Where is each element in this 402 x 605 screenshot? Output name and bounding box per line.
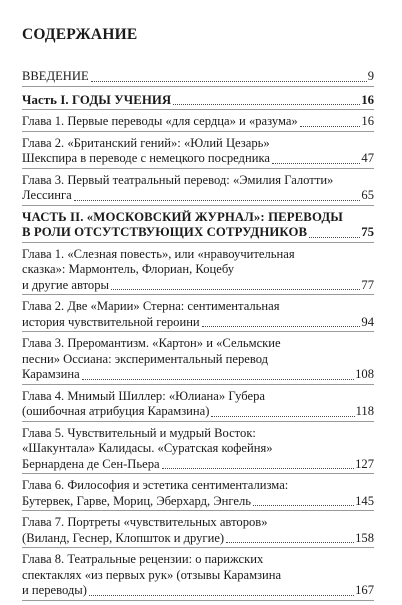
toc-entry-title-line: Глава 7. Портреты «чувствительных авторов» <box>22 515 268 529</box>
toc-entry-title-line: и другие авторы <box>22 277 109 292</box>
toc-page-number: 158 <box>355 530 374 545</box>
toc-entry-last-line <box>22 531 374 547</box>
toc-entry-title-line: (ошибочная атрибуция Карамзина) <box>22 404 210 418</box>
dot-leader <box>82 379 354 380</box>
toc-entry-title-line: спектаклях «из первых рук» (отзывы Карамзина <box>22 567 282 582</box>
toc-entry-title-line: Глава 3. Преромантизм. «Картон» и «Сельмские <box>22 336 281 350</box>
toc-entry-title-line: Глава 8. Театральные рецензии: о парижских <box>22 552 264 566</box>
toc-page-number: 145 <box>355 493 374 508</box>
toc-page-number: 9 <box>367 69 374 83</box>
toc-entry-title-line: Глава 2. «Британский гений»: «Юлий Цезарь» <box>22 135 270 150</box>
toc-page-number: 65 <box>361 188 374 202</box>
toc-page-number: 118 <box>355 404 374 418</box>
toc-entry-title-line: Глава 1. Первые переводы «для сердца» и «разума» <box>22 114 298 128</box>
dot-leader <box>211 416 354 417</box>
toc-page-number: 16 <box>361 92 374 107</box>
toc-chapter-entry <box>22 389 374 422</box>
toc-entry-last-line <box>22 367 374 383</box>
toc-entry-title-line: ВВЕДЕНИЕ <box>22 69 89 83</box>
toc-page-number: 77 <box>361 277 374 292</box>
toc-entry-title-line: (Виланд, Геснер, Клопшток и другие) <box>22 530 225 545</box>
dot-leader <box>74 200 361 201</box>
toc-entry-title-line: Карамзина <box>22 367 80 381</box>
toc-entry-title-line: Глава 4. Мнимый Шиллер: «Юлиана» Губера <box>22 388 265 403</box>
toc-entry-title-line: Часть I. ГОДЫ УЧЕНИЯ <box>22 92 172 107</box>
toc-part-entry <box>22 93 374 111</box>
toc-page-number: 94 <box>361 314 374 329</box>
dot-leader <box>111 289 360 290</box>
toc-entry-last-line <box>22 278 374 294</box>
toc-entry-title-line: песни» Оссиана: экспериментальный перевод <box>22 351 269 366</box>
dot-leader <box>89 595 354 596</box>
toc-entry-last-line <box>22 404 374 420</box>
dot-leader <box>173 104 360 105</box>
toc-chapter-entry <box>22 478 374 511</box>
toc-chapter-entry <box>22 552 374 601</box>
toc-page-number: 167 <box>355 583 374 597</box>
toc-entry-title-line: Глава 1. «Слезная повесть», или «нравоучительная <box>22 246 295 261</box>
toc-page-number: 47 <box>361 151 374 165</box>
toc-entry-title-line: сказка»: Мармонтель, Флориан, Коцебу <box>22 262 235 276</box>
toc-list <box>22 69 374 601</box>
dot-leader <box>253 505 354 506</box>
toc-heading: СОДЕРЖАНИЕ <box>22 26 138 43</box>
dot-leader <box>272 163 360 164</box>
dot-leader <box>309 237 360 238</box>
toc-entry-last-line <box>22 315 374 331</box>
toc-chapter-entry <box>22 136 374 169</box>
dot-leader <box>300 126 361 127</box>
toc-entry-title-line: «Шакунтала» Калидасы. «Суратская кофейня» <box>22 441 273 455</box>
toc-entry-last-line <box>22 188 374 204</box>
toc-entry-title-line: Бернардена де Сен-Пьера <box>22 456 160 471</box>
dot-leader <box>226 542 354 543</box>
dot-leader <box>202 326 361 327</box>
toc-intro-entry <box>22 69 374 87</box>
toc-entry-last-line <box>22 225 374 241</box>
toc-chapter-entry <box>22 173 374 206</box>
toc-entry-title-line: Лессинга <box>22 188 72 202</box>
toc-chapter-entry <box>22 336 374 385</box>
toc-entry-title-line: В РОЛИ ОТСУТСТВУЮЩИХ СОТРУДНИКОВ <box>22 225 308 239</box>
toc-entry-title-line: Глава 5. Чувствительный и мудрый Восток: <box>22 425 256 440</box>
dot-leader <box>162 468 355 469</box>
toc-entry-title-line: Глава 3. Первый театральный перевод: «Эмилия Галотти» <box>22 172 334 187</box>
toc-part-entry <box>22 210 374 243</box>
toc-chapter-entry <box>22 114 374 132</box>
toc-entry-last-line <box>22 114 374 130</box>
toc-page-number: 127 <box>355 456 374 471</box>
toc-entry-title-line: и переводы) <box>22 583 87 597</box>
toc-page-number: 75 <box>361 225 374 239</box>
dot-leader <box>91 81 367 82</box>
toc-entry-last-line <box>22 69 374 85</box>
toc-chapter-entry <box>22 515 374 548</box>
toc-page-number: 16 <box>361 114 374 128</box>
toc-entry-title-line: история чувствительной героини <box>22 314 200 329</box>
toc-entry-title-line: Шекспира в переводе с немецкого посредника <box>22 151 270 165</box>
toc-entry-title-line: ЧАСТЬ II. «МОСКОВСКИЙ ЖУРНАЛ»: ПЕРЕВОДЫ <box>22 209 343 224</box>
toc-entry-last-line <box>22 151 374 167</box>
toc-chapter-entry <box>22 247 374 296</box>
toc-entry-title-line: Глава 2. Две «Марии» Стерна: сентиментальная <box>22 299 280 313</box>
toc-entry-title-line: Бутервек, Гарве, Мориц, Эберхард, Энгель <box>22 493 252 508</box>
table-of-contents <box>22 26 374 605</box>
toc-chapter-entry <box>22 426 374 475</box>
toc-entry-title-line: Глава 6. Философия и эстетика сентиментализма: <box>22 478 289 492</box>
toc-entry-last-line <box>22 494 374 510</box>
toc-entry-last-line <box>22 583 374 599</box>
toc-page-number: 108 <box>355 367 374 381</box>
toc-chapter-entry <box>22 299 374 332</box>
toc-entry-last-line <box>22 457 374 473</box>
toc-entry-last-line <box>22 93 374 109</box>
